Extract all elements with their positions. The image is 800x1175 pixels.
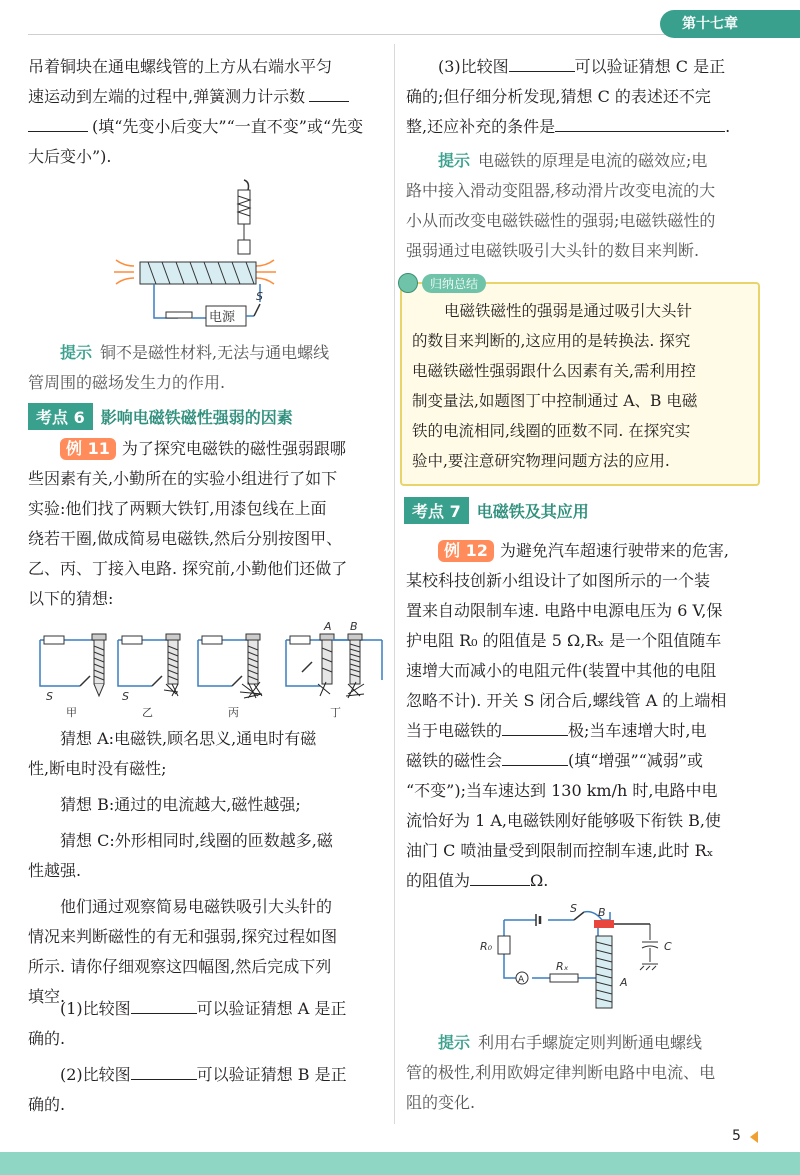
answer-blank-magnetism[interactable] [502, 747, 568, 766]
example-12: 例 12 为避免汽车超速行驶带来的危害, 某校科技创新小组设计了如图所示的一个装 置来自动限制车速. 电路中电源电压为 6 V,保 护电阻 R₀ 的阻值是 5 Ω,Rₓ 是一个阻值随车 速增大而减小的电阻元件(装置中其他的电阻 忽略不计). 开关 S 闭合后,螺线管 A 的上端相 当于电磁铁的 极;当车速增大时,电 磁铁的磁性会 (填“增强”“减弱”或 “不变”);当车速达到 130 km/h 时,电路中电 流恰好为 1 A,电磁铁刚好能够吸下衔铁 B,使 油门 C 喷油量受到限制而控制车速,此时 Rₓ 的阻值为 Ω. [406, 541, 729, 890]
speed-limiter-circuit [474, 902, 704, 1020]
example-11: 例 11 为了探究电磁铁的磁性强弱跟哪 些因素有关,小勤所在的实验小组进行了如下 实验:他们找了两颗大铁钉,用漆包线在上面 绕若干圈,做成简易电磁铁,然后分别按图甲、 乙、丙、丁接入电路. 探究前,小勤他们还做了 以下的猜想: [28, 439, 348, 608]
header-rule [28, 34, 678, 35]
answer-blank-resistance[interactable] [470, 867, 530, 886]
label-yi: 乙 [142, 706, 153, 718]
left-text: 吊着铜块在通电螺线管的上方从右端水平匀 速运动到左端的过程中,弹簧测力计示数 (填“先变小后变大”“一直不变”或“先变 大后变小”). [28, 57, 364, 166]
answer-blank-q3-condition[interactable] [555, 113, 725, 132]
page-arrow-icon [750, 1131, 758, 1143]
hook [244, 180, 249, 190]
answer-blank-pole[interactable] [502, 717, 568, 736]
label-bing: 丙 [228, 706, 239, 718]
page-number: 5 [732, 1128, 741, 1144]
hint-3: 提示 利用右手螺旋定则判断通电螺线 管的极性,利用欧姆定律判断电路中电流、电 阻的变化. [406, 1033, 716, 1112]
question-1-2: (1)比较图 可以验证猜想 A 是正 确的. (2)比较图 可以验证猜想 B 是正 确的. [28, 994, 388, 1120]
svg-text:C: C [664, 940, 672, 953]
column-divider [394, 44, 395, 1124]
answer-blank-q3[interactable] [509, 53, 575, 72]
globe-icon [398, 273, 418, 293]
electromagnet-figures [30, 618, 390, 718]
setup-ding [286, 620, 382, 718]
svg-text:B: B [598, 906, 606, 919]
svg-text:Rₓ: Rₓ [556, 960, 569, 973]
summary-text: 电磁铁磁性的强弱是通过吸引大头针 的数目来判断的,这应用的是转换法. 探究 电磁铁磁性强弱跟什么因素有关,需利用控 制变量法,如题图丁中控制通过 A、B 电磁 铁的电流相同,线圈的匝数不同. 在探究实 验中,要注意研究物理问题方法的应用. [412, 302, 698, 470]
setup-jia [40, 634, 106, 718]
svg-text:S: S [46, 690, 53, 703]
section-kd6: 考点 6 影响电磁铁磁性强弱的因素 [28, 402, 293, 430]
resistor-rx [550, 974, 578, 982]
svg-text:S: S [256, 290, 263, 303]
resistor-r0 [498, 936, 510, 954]
hint-2: 提示 电磁铁的原理是电流的磁效应;电 路中接入滑动变阻器,移动滑片改变电流的大 小从而改变电磁铁磁性的强弱;电磁铁磁性的 强弱通过电磁铁吸引大头针的数目来判断. [406, 151, 716, 260]
answer-blank-q1[interactable] [131, 995, 197, 1014]
svg-text:A: A [620, 976, 628, 989]
svg-text:A: A [324, 620, 332, 633]
copper-block [238, 240, 250, 254]
footer-band [0, 1152, 800, 1175]
guesses: 猜想 A:电磁铁,顾名思义,通电时有磁 性,断电时没有磁性; 猜想 B:通过的电流越大,磁性越强; 猜想 C:外形相同时,线圈的匝数越多,磁 性越强. 他们通过观察简易电磁铁吸引大头针的 情况来判断磁性的有无和强弱,探究过程如图 所示. 请你仔细观察这四幅图,然后完成下列 填空. [28, 729, 338, 1006]
label-jia: 甲 [66, 706, 77, 718]
summary-badge: 归纳总结 [398, 272, 486, 294]
power-supply-label: 电源 [209, 310, 236, 325]
svg-text:B: B [350, 620, 358, 633]
switch [254, 304, 260, 316]
svg-text:S: S [122, 690, 129, 703]
coil-a [596, 936, 612, 1008]
section-kd7: 考点 7 电磁铁及其应用 [404, 496, 589, 524]
chapter-label: 第十七章 [682, 16, 738, 32]
svg-text:S: S [570, 902, 577, 915]
setup-yi [118, 634, 180, 718]
armature-b [594, 920, 614, 928]
label-ding: 丁 [330, 706, 341, 718]
solenoid-figure [110, 176, 300, 336]
answer-blank-q2[interactable] [131, 1061, 197, 1080]
svg-text:A: A [518, 975, 525, 985]
svg-text:R₀: R₀ [480, 940, 493, 953]
question-3: (3)比较图 可以验证猜想 C 是正 确的;但仔细分析发现,猜想 C 的表述还不完 整,还应补充的条件是 . [406, 52, 766, 142]
setup-bing [198, 634, 262, 718]
hint-1: 提示 铜不是磁性材料,无法与通电螺线 管周围的磁场发生力的作用. [28, 343, 330, 392]
